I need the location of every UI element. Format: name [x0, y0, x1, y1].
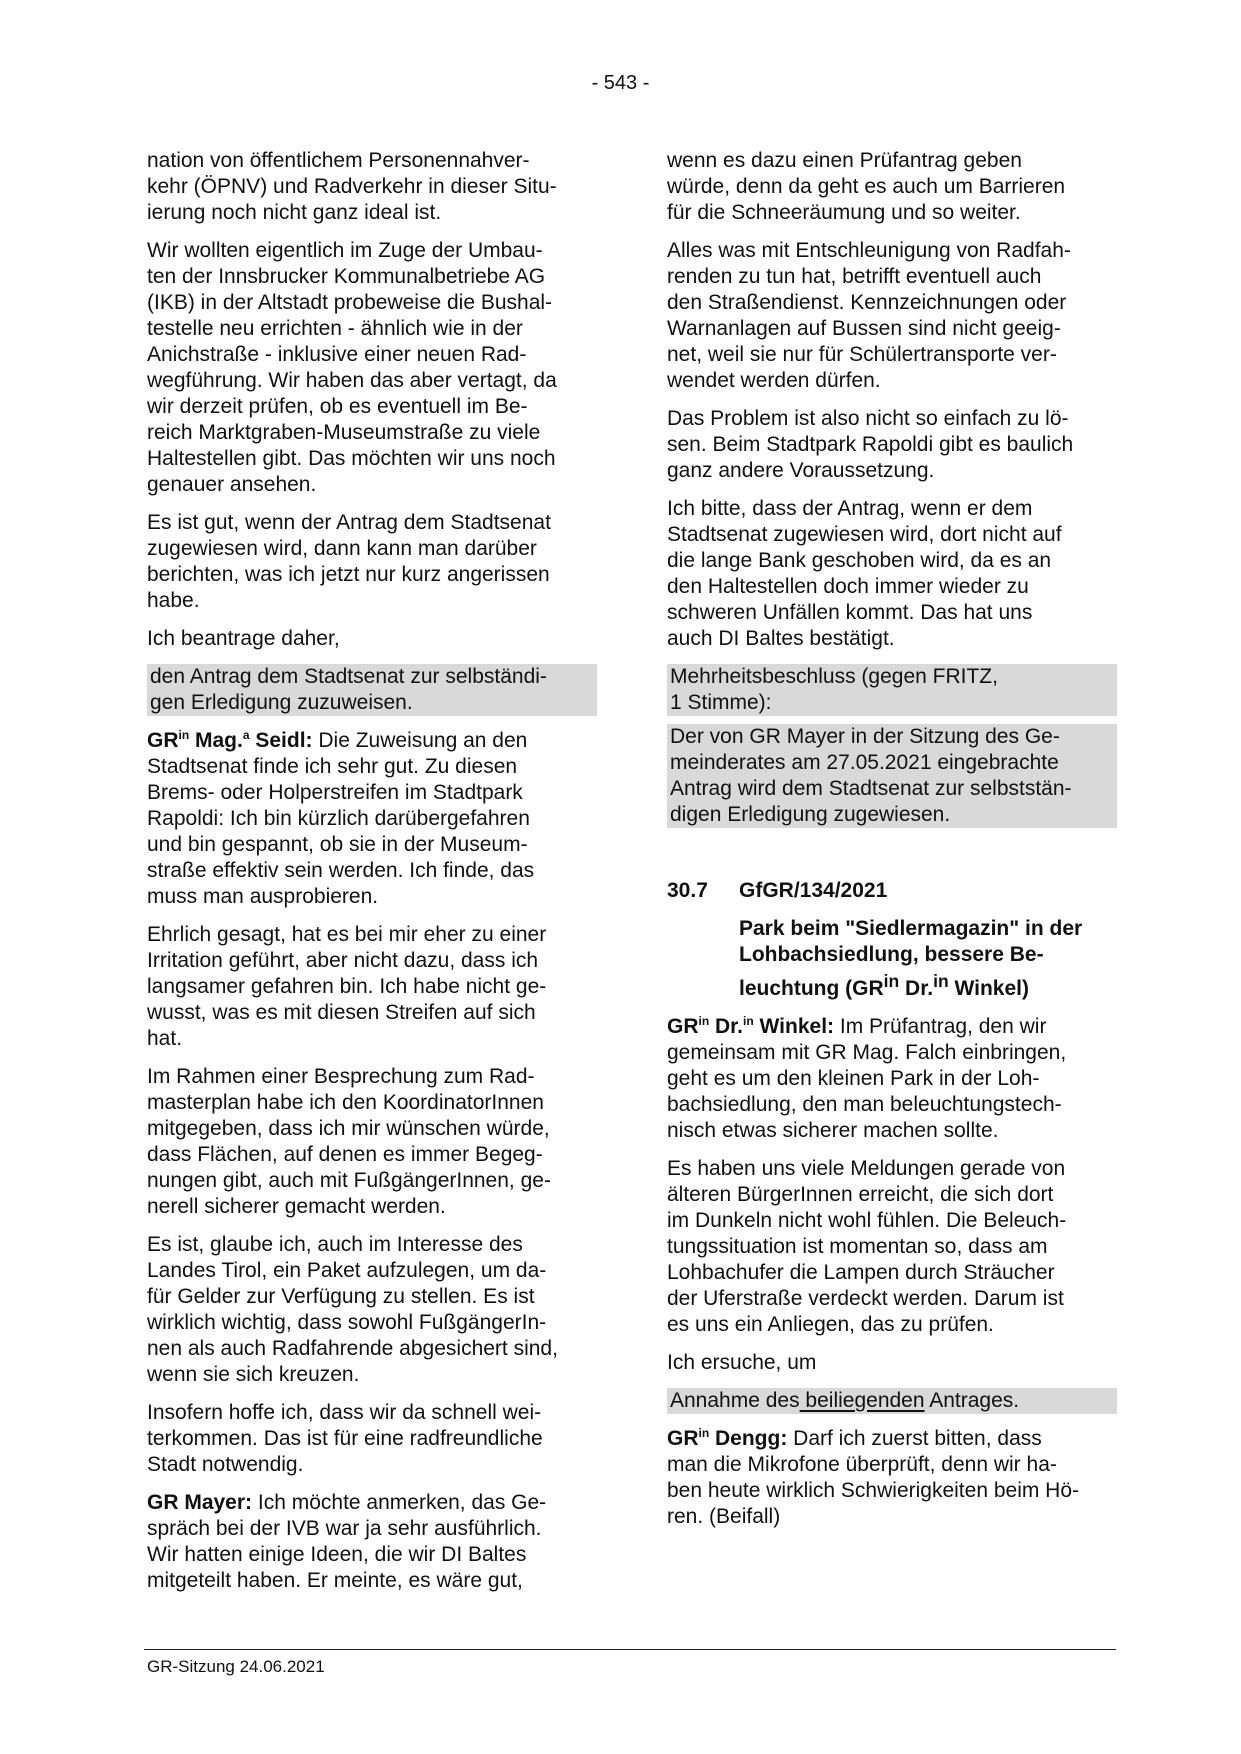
- speech-winkel: $GR^{in}$ Dr.$^{in}$ Winkel: Im Prüfantrag, den wir gemeinsam mit GR Mag. Falch einbringen, geht es um den kleinen Park in der Loh- bachsiedlung, den man beleuchtungstech- nisch etwas sicherer machen sollte.: [667, 1014, 1117, 1144]
- text-line: ten der Innsbrucker Kommunalbetriebe AG: [147, 265, 546, 288]
- text-line: Der von GR Mayer in der Sitzung des Ge-: [670, 725, 1060, 748]
- text-line: habe.: [147, 589, 200, 612]
- text-line: nungen gibt, auch mit FußgängerInnen, ge-: [147, 1169, 551, 1192]
- text-line: Stadt notwendig.: [147, 1453, 304, 1476]
- speaker-name: GR Mayer:: [147, 1491, 253, 1514]
- text-line: dass Flächen, auf denen es immer Begeg-: [147, 1143, 543, 1166]
- text-line: wusst, was es mit diesen Streifen auf sich: [147, 1001, 536, 1024]
- text-line: nisch etwas sicherer machen sollte.: [667, 1119, 999, 1142]
- text-line: die lange Bank geschoben wird, da es an: [667, 549, 1052, 572]
- text-line: Anichstraße - inklusive einer neuen Rad-: [147, 343, 527, 366]
- text-line: zugewiesen wird, dann kann man darüber: [147, 537, 537, 560]
- text-line: 1 Stimme):: [670, 691, 772, 714]
- text-line: würde, denn da geht es auch um Barrieren: [667, 175, 1066, 198]
- text-line: wendet werden dürfen.: [667, 369, 881, 392]
- text-line: den Straßendienst. Kennzeichnungen oder: [667, 291, 1067, 314]
- text-line: Haltestellen gibt. Das möchten wir uns noch: [147, 447, 556, 470]
- text-line: berichten, was ich jetzt nur kurz angerissen: [147, 563, 550, 586]
- paragraph: [147, 510, 597, 614]
- text-line: älteren BürgerInnen erreicht, die sich dort: [667, 1183, 1054, 1206]
- text-line: straße effektiv sein werden. Ich finde, das: [147, 859, 535, 882]
- paragraph: [667, 496, 1117, 652]
- paragraph: Ich beantrage daher,: [147, 627, 340, 650]
- speaker-name: $GR^{in}$ Dr.$^{in}$ Winkel:: [667, 1014, 835, 1038]
- page-number: - 543 -: [591, 72, 650, 94]
- text-line: masterplan habe ich den KoordinatorInnen: [147, 1091, 544, 1114]
- text-line: für die Schneeräumung und so weiter.: [667, 201, 1021, 224]
- text-line: Wir hatten einige Ideen, die wir DI Baltes: [147, 1543, 527, 1566]
- item-code: GfGR/134/2021: [739, 879, 888, 902]
- text-line: spräch bei der IVB war ja sehr ausführlich.: [147, 1517, 542, 1540]
- text-line: Es haben uns viele Meldungen gerade von: [667, 1157, 1066, 1180]
- paragraph: Ich ersuche, um: [667, 1351, 817, 1374]
- text-line: Ich bitte, dass der Antrag, wenn er dem: [667, 497, 1033, 520]
- text-line: ierung noch nicht ganz ideal ist.: [147, 201, 442, 224]
- text-line: ren. (Beifall): [667, 1505, 781, 1528]
- speech-seidl: $GR^{in}$ Mag.$^a$ Seidl: Die Zuweisung an den Stadtsenat finde ich sehr gut. Zu diesen Brems- oder Holperstreifen im Stadtpark Rapoldi: Ich bin kürzlich darübergefahren und bin gespannt, ob sie in der Museum- straße effektiv sein werden. Ich finde, das muss man ausprobieren.: [147, 728, 597, 910]
- text-line: Stadtsenat zugewiesen wird, dort nicht auf: [667, 523, 1062, 546]
- text-line: Irritation geführt, aber nicht dazu, dass ich: [147, 949, 539, 972]
- text-line: schweren Unfällen kommt. Das hat uns: [667, 601, 1033, 624]
- footer-divider: [144, 1649, 1116, 1650]
- motion-box: [147, 664, 597, 716]
- text-line: geht es um den kleinen Park in der Loh-: [667, 1067, 1040, 1090]
- text-line: Es ist, glaube ich, auch im Interesse des: [147, 1233, 523, 1256]
- text-line: der Uferstraße verdeckt werden. Darum ist: [667, 1287, 1064, 1310]
- text-line: sen. Beim Stadtpark Rapoldi gibt es baulich: [667, 433, 1074, 456]
- text-line: gemeinsam mit GR Mag. Falch einbringen,: [667, 1041, 1067, 1064]
- text-line: kehr (ÖPNV) und Radverkehr in dieser Situ-: [147, 175, 557, 198]
- text-line: nen als auch Radfahrende abgesichert sind,: [147, 1337, 558, 1360]
- speaker-name: $GR^{in}$ Dengg:: [667, 1426, 788, 1450]
- text-line: meinderates am 27.05.2021 eingebrachte: [670, 751, 1059, 774]
- paragraph: [667, 1156, 1117, 1338]
- text-line: Im Rahmen einer Besprechung zum Rad-: [147, 1065, 535, 1088]
- text-line: Ehrlich gesagt, hat es bei mir eher zu einer: [147, 923, 547, 946]
- text-line: Antrag wird dem Stadtsenat zur selbststän-: [670, 777, 1072, 800]
- speech-mayer: GR Mayer: Ich möchte anmerken, das Ge- spräch bei der IVB war ja sehr ausführlich. Wir hatten einige Ideen, die wir DI Baltes mitgeteilt haben. Er meinte, es wäre gut,: [147, 1490, 597, 1594]
- text-line: man die Mikrofone überprüft, denn wir ha-: [667, 1453, 1057, 1476]
- paragraph: [147, 148, 597, 226]
- text-line: für Gelder zur Verfügung zu stellen. Es ist: [147, 1285, 535, 1308]
- text-line: Alles was mit Entschleunigung von Radfah-: [667, 239, 1071, 262]
- text-line: wegführung. Wir haben das aber vertagt, da: [147, 369, 557, 392]
- paragraph: [147, 238, 597, 498]
- text-line: Park beim "Siedlermagazin" in der: [739, 917, 1083, 940]
- text-line: muss man ausprobieren.: [147, 885, 379, 908]
- text-line: reich Marktgraben-Museumstraße zu viele: [147, 421, 541, 444]
- text-line: Rapoldi: Ich bin kürzlich darübergefahren: [147, 807, 530, 830]
- text-line: wir derzeit prüfen, ob es eventuell im Be-: [147, 395, 528, 418]
- text-line: und bin gespannt, ob sie in der Museum-: [147, 833, 528, 856]
- text-line: Das Problem ist also nicht so einfach zu lö-: [667, 407, 1069, 430]
- text-line: Lohbachufer die Lampen durch Sträucher: [667, 1261, 1055, 1284]
- text-line: im Dunkeln nicht wohl fühlen. Die Beleuch-: [667, 1209, 1067, 1232]
- text-line: es uns ein Anliegen, das zu prüfen.: [667, 1313, 994, 1336]
- paragraph: [147, 1064, 597, 1220]
- text-line: Lohbachsiedlung, bessere Be-: [739, 943, 1044, 966]
- speech-dengg: $GR^{in}$ Dengg: Darf ich zuerst bitten, dass man die Mikrofone überprüft, denn wir ha- ben heute wirklich Schwierigkeiten beim Hö- ren. (Beifall): [667, 1426, 1117, 1530]
- paragraph: [147, 1400, 597, 1478]
- paragraph: [667, 406, 1117, 484]
- text-line: wenn sie sich kreuzen.: [147, 1363, 360, 1386]
- resolution-box: [667, 724, 1117, 828]
- text-line: net, weil sie nur für Schülertransporte ver-: [667, 343, 1057, 366]
- text-line: Insofern hoffe ich, dass wir da schnell wei-: [147, 1401, 542, 1424]
- speaker-name: $GR^{in}$ Mag.$^a$ Seidl:: [147, 728, 313, 752]
- paragraph: [667, 148, 1117, 226]
- text-line: Mehrheitsbeschluss (gegen FRITZ,: [670, 665, 998, 688]
- text-line: wenn es dazu einen Prüfantrag geben: [667, 149, 1022, 172]
- text-line: nation von öffentlichem Personennahver-: [147, 149, 530, 172]
- text-line: Wir wollten eigentlich im Zuge der Umbau-: [147, 239, 543, 262]
- text-line: digen Erledigung zugewiesen.: [670, 803, 951, 826]
- text-line: Es ist gut, wenn der Antrag dem Stadtsenat: [147, 511, 551, 534]
- text-line: nerell sicherer gemacht werden.: [147, 1195, 446, 1218]
- footer-text: GR-Sitzung 24.06.2021: [147, 1657, 325, 1676]
- text-line: mitgegeben, dass ich mir wünschen würde,: [147, 1117, 550, 1140]
- text-line: ben heute wirklich Schwierigkeiten beim Hö-: [667, 1479, 1080, 1502]
- paragraph: [667, 238, 1117, 394]
- text-line: gen Erledigung zuzuweisen.: [150, 691, 413, 714]
- request-box: Annahme des beiliegenden Antrages.: [667, 1388, 1117, 1414]
- agenda-item-title: Park beim "Siedlermagazin" in der Lohbachsiedlung, bessere Be- leuchtung ($GR^{in}$ Dr.$^{in}$ Winkel): [667, 916, 1117, 1002]
- text-line: mitgeteilt haben. Er meinte, es wäre gut,: [147, 1569, 523, 1592]
- text-line: (IKB) in der Altstadt probeweise die Bushal-: [147, 291, 553, 314]
- text-line: den Antrag dem Stadtsenat zur selbständi-: [150, 665, 547, 688]
- vote-result-box: [667, 664, 1117, 716]
- text-line: renden zu tun hat, betrifft eventuell auch: [667, 265, 1042, 288]
- text-line: testelle neu errichten - ähnlich wie in der: [147, 317, 523, 340]
- text-line: langsamer gefahren bin. Ich habe nicht ge-: [147, 975, 547, 998]
- text-line: wirklich wichtig, dass sowohl FußgängerIn-: [147, 1311, 547, 1334]
- item-number: 30.7: [667, 879, 708, 902]
- paragraph: [147, 1232, 597, 1388]
- text-line: terkommen. Das ist für eine radfreundliche: [147, 1427, 543, 1450]
- text-line: Brems- oder Holperstreifen im Stadtpark: [147, 781, 523, 804]
- left-column: [147, 148, 597, 1606]
- agenda-item-header: [667, 878, 1117, 904]
- text-line: hat.: [147, 1027, 183, 1050]
- right-column: [667, 148, 1117, 1542]
- text-line: den Haltestellen doch immer wieder zu: [667, 575, 1029, 598]
- text-line: Warnanlagen auf Bussen sind nicht geeig-: [667, 317, 1061, 340]
- text-line: bachsiedlung, den man beleuchtungstech-: [667, 1093, 1062, 1116]
- text-line: Landes Tirol, ein Paket aufzulegen, um da-: [147, 1259, 547, 1282]
- text-line: tungssituation ist momentan so, dass am: [667, 1235, 1048, 1258]
- paragraph: [147, 922, 597, 1052]
- text-line: Stadtsenat finde ich sehr gut. Zu diesen: [147, 755, 518, 778]
- text-line: genauer ansehen.: [147, 473, 317, 496]
- text-line: ganz andere Voraussetzung.: [667, 459, 935, 482]
- text-line: auch DI Baltes bestätigt.: [667, 627, 895, 650]
